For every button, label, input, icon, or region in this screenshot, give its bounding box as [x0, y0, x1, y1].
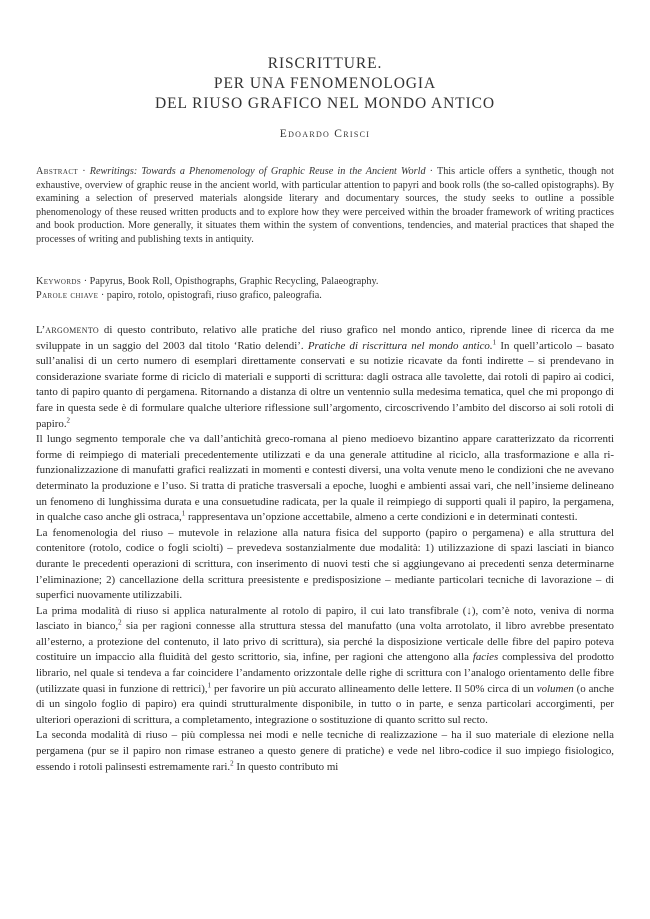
footnote-ref[interactable]: 1 [181, 509, 186, 518]
article-title-line-1: RISCRITTURE. [267, 55, 383, 72]
p1-lead-smallcaps: argomento [45, 324, 99, 336]
abstract-separator: · [78, 166, 90, 177]
p1-text-b: In quell’articolo – basato sull’analisi di un certo numero di esemplari direttamente conservati e su notizie ricavate da fonti indirette – si prendevano in considerazione svariate forme di riciclo di materiali e supporti di scrittura: dagli ostraca alle tavolette, dai rotoli di papiro ai codici, tanto di papiro quanto di pergamena. Ritornando a distanza di oltre un ventennio sulla medesima tematica, quel che mi propongo di fare in questa sede è di formulare qualche ulteriore riflessione sull’argomento, circoscrivendo l’ambito del discorso ai soli rotoli di papiro. [36, 339, 615, 430]
p4-text-e: (o anche di un singolo foglio di papiro) era quindi strutturalmente disponibile, in tutto o in parte, e senza particolari accorgimenti, per ulteriori operazioni di scrittura, a completamento, integrazione o sostituzione di quanto scritto sul recto. [36, 682, 614, 726]
footnote-ref[interactable]: 2 [230, 759, 234, 767]
abstract-label: Abstract [36, 166, 79, 177]
article-title-block [0, 54, 650, 140]
abstract-text: · This article offers a synthetic, though not exhaustive, overview of graphic reuse in the ancient world, with particular attention to papyri and book rolls (the so-called opistographs). By examining a selection of preserved materials alongside literary and documentary sources, the study seeks to outline a possible phenomenology of these reused written products and to explore how they were perceived within the broader framework of writing practices and book production. More generally, it situates them within the system of conventions, tendencies, and material practices that shaped the processes of writing and publishing texts in antiquity. [36, 166, 614, 245]
abstract-paragraph [36, 165, 614, 247]
abstract-block [36, 165, 614, 247]
keywords-text: · Papyrus, Book Roll, Opisthographs, Graphic Recycling, Palaeography. [81, 276, 379, 287]
keywords-line [36, 275, 614, 289]
p3-text: La fenomenologia del riuso – mutevole in relazione alla natura fisica del supporto (papiro o pergamena) e alla struttura del contenitore (rotolo, codice o fogli sciolti) – prevedeva sostanzialmente due modalità: 1) utilizzazione di spazi lasciati in bianco durante le precedenti operazioni di scrittura, con inserimento di nuovi testi che si aggiungevano ai precedenti senza determinarne l’eliminazione; 2) cancellazione della scrittura preesistente e predisposizione – mediante particolari tecniche di lavorazione – di superfici nuovamente utilizzabili. [36, 526, 614, 602]
footnote-ref[interactable]: 2 [118, 618, 122, 627]
article-body [36, 323, 614, 775]
p2-text-b: rappresentava un’opzione accettabile, almeno a certe condizioni e in determinati contesti. [185, 511, 578, 524]
p4-italic-facies: facies [472, 651, 499, 664]
keywords-block [36, 275, 614, 302]
footnote-ref[interactable]: 1 [492, 337, 497, 346]
article-title-line-3: DEL RIUSO GRAFICO NEL MONDO ANTICO [155, 95, 495, 112]
p1-lead: L’ [36, 324, 46, 336]
parole-chiave-line [36, 289, 614, 303]
body-paragraph-4 [36, 604, 614, 729]
footnote-ref[interactable]: 1 [207, 681, 212, 690]
footnote-ref[interactable]: 2 [66, 415, 71, 424]
p4-text-a: La prima modalità di riuso si applica naturalmente al rotolo di papiro, il cui lato transfibrale (↓), com’è noto, veniva di norma lasciato in bianco, [36, 604, 614, 633]
abstract-english-title: Rewritings: Towards a Phenomenology of Graphic Reuse in the Ancient World [89, 166, 426, 177]
body-paragraph-5 [36, 728, 614, 775]
body-paragraph-1 [36, 323, 614, 432]
p5-text-b: In questo contributo mi [233, 760, 339, 773]
parole-chiave-label: Parole chiave [36, 289, 99, 301]
p1-italic-title: Pratiche di riscrittura nel mondo antico. [307, 339, 493, 352]
p1-text-a: di questo contributo, relativo alle pratiche del riuso grafico nel mondo antico, riprende linee di ricerca da me sviluppate in un saggio del 2003 dal titolo ‘Ratio delendi’. [36, 324, 614, 352]
article-title-line-2: PER UNA FENOMENOLOGIA [213, 75, 437, 92]
keywords-label: Keywords [36, 276, 82, 287]
body-paragraph-2 [36, 432, 614, 526]
p2-text-a: Il lungo segmento temporale che va dall’antichità greco-romana al pieno medioevo bizantino appare caratterizzato da ricorrenti forme di reimpiego di materiali precedentemente utilizzati e da una generale attitudine al riciclo, alla trasformazione e alla ri-funzionalizzazione di manufatti grafici realizzati in momenti e contesti diversi, una volta venute meno le condizioni che ne avevano determinato la produzione e l’uso. Si tratta di pratiche trasversali a epoche, luoghi e ambienti assai vari, che nell’insieme delineano un fenomeno di lunghissima durata e una consuetudine radicata, per la quale il reimpiego di supporti quali il papiro, la pergamena, in qualche caso anche gli ostraca, [36, 433, 614, 524]
p4-italic-volumen: volumen [536, 682, 574, 695]
p4-text-b: sia per ragioni connesse alla struttura stessa del manufatto (una volta arrotolato, il libro avrebbe presentato all’esterno, a protezione del contenuto, il lato privo di scrittura), sia perché la disposizione verticale delle fibre del papiro poteva costituire un impaccio alla fluidità del gesto scrittorio, sia, infine, per ragioni che attengono alla [36, 620, 614, 664]
parole-chiave-text: · papiro, rotolo, opistografi, riuso grafico, paleografia. [98, 289, 322, 301]
p4-text-d: per favorire un più accurato allineamento delle lettere. Il 50% circa di un [211, 682, 537, 695]
body-paragraph-3 [36, 526, 614, 604]
p5-text-a: La seconda modalità di riuso – più complessa nei modi e nelle tecniche di realizzazione – ha il suo materiale di elezione nella pergamena (pur se il papiro non rimase estraneo a questo genere di pratiche) e vede nel libro-codice il suo impiego fisiologico, essendo i rotoli palinsesti estremamente rari. [36, 729, 614, 773]
author-name: Edoardo Crisci [279, 128, 371, 140]
p4-text-c: complessiva del prodotto librario, nel quale si tendeva a far coincidere l’andamento orizzontale delle righe di scrittura con l’analogo orientamento delle fibre (utilizzate quasi in funzione di rettrici), [36, 651, 614, 695]
